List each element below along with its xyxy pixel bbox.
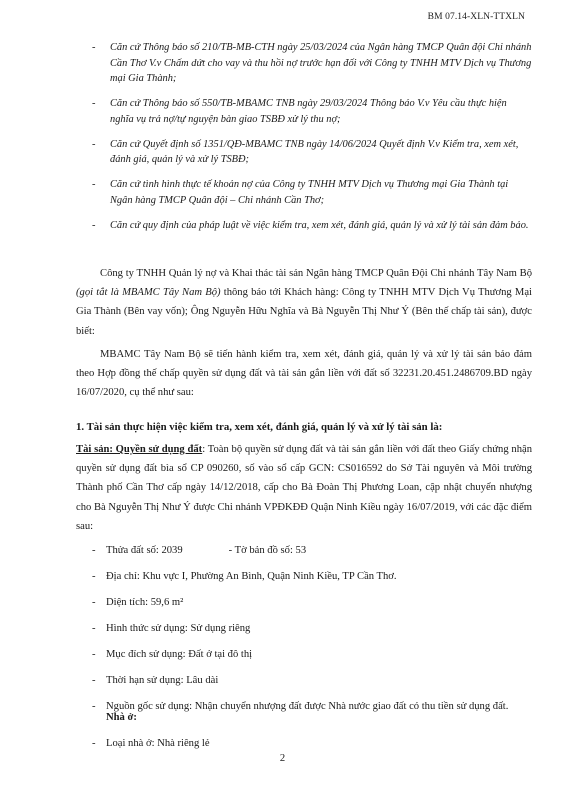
detail-origin: - Nguồn gốc sử dụng: Nhận chuyển nhượng đất được Nhà nước giao đất có thu tiền sử dụng đất.: [92, 699, 532, 714]
document-code: BM 07.14-XLN-TTXLN: [427, 12, 525, 22]
section-1-title: 1. Tài sản thực hiện việc kiểm tra, xem xét, đánh giá, quản lý và xử lý tài sản là:: [76, 421, 443, 433]
parcel-number: Thửa đất số: 2039: [106, 545, 183, 556]
basis-item: - Căn cứ quy định của pháp luật về việc kiểm tra, xem xét, đánh giá, quản lý và xử lý tài sản đảm bảo.: [92, 218, 532, 234]
intent-text: MBAMC Tây Nam Bộ sẽ tiến hành kiểm tra, xem xét, đánh giá, quản lý và xử lý tài sản bảo đảm theo Hợp đồng thế chấp quyền sử dụng đất và tài sản gắn liền với đất số 32231.20.451.2486709.BD ngày 16/07/2020, cụ thể như sau:: [76, 349, 532, 399]
detail-purpose: - Mục đích sử dụng: Đất ở tại đô thị: [92, 647, 532, 662]
house-heading: Nhà ở:: [106, 712, 137, 723]
asset-details-list: [92, 543, 532, 725]
detail-parcel-and-map: [92, 543, 532, 558]
detail-usage-form: - Hình thức sử dụng: Sử dụng riêng: [92, 621, 532, 636]
basis-item: - Căn cứ Quyết định số 1351/QĐ-MBAMC TNB ngày 14/06/2024 Quyết định V.v Kiểm tra, xem xét, đánh giá, quản lý và xử lý TSBĐ;: [92, 137, 532, 168]
notice-paragraph: [76, 264, 532, 341]
detail-area: - Diện tích: 59,6 m²: [92, 595, 532, 610]
map-sheet-number: - Tờ bản đồ số: 53: [228, 545, 307, 556]
asset-paragraph: [76, 440, 532, 536]
basis-item: - Căn cứ Thông báo số 210/TB-MB-CTH ngày 25/03/2024 của Ngân hàng TMCP Quân đội Chi nhánh Cần Thơ V.v Chấm dứt cho vay và thu hồi nợ trước hạn đối với Công ty TNHH MTV Dịch vụ Thương mại Gia Thành;: [92, 40, 532, 87]
legal-basis-list: [92, 40, 532, 243]
notice-text-part3: thông báo tới Khách hàng: Công ty TNHH MTV Dịch Vụ Thương Mại Gia Thành (Bên vay vốn); Ông Nguyễn Hữu Nghĩa và Bà Nguyễn Thị Như Ý (Bên thế chấp tài sản), được biết:: [76, 287, 532, 337]
detail-address: - Địa chỉ: Khu vực I, Phường An Bình, Quận Ninh Kiều, TP Cần Thơ.: [92, 569, 532, 584]
page-number: 2: [279, 753, 286, 764]
detail-term: - Thời hạn sử dụng: Lâu dài: [92, 673, 532, 688]
intent-paragraph: [76, 345, 532, 403]
notice-text-part1: Công ty TNHH Quản lý nợ và Khai thác tài sản Ngân hàng TMCP Quân Đội Chi nhánh Tây Nam Bộ: [100, 268, 532, 279]
detail-house-type: - Loại nhà ở: Nhà riêng lẻ: [92, 736, 532, 751]
basis-item: - Căn cứ Thông báo số 550/TB-MBAMC TNB ngày 29/03/2024 Thông báo V.v Yêu cầu thực hiện nghĩa vụ trả nợ/tự nguyện bàn giao TSBĐ xử lý thu nợ;: [92, 96, 532, 127]
asset-label: Tài sản: Quyền sử dụng đất: [76, 444, 203, 455]
basis-item: - Căn cứ tình hình thực tế khoản nợ của Công ty TNHH MTV Dịch vụ Thương mại Gia Thành tại Ngân hàng TMCP Quân đội – Chi nhánh Cần Thơ;: [92, 177, 532, 208]
asset-text: : Toàn bộ quyền sử dụng đất và tài sản gắn liền với đất theo Giấy chứng nhận quyền sử dụng đất bìa sổ CP 090260, số vào sổ cấp GCN: CS016592 do Sở Tài nguyên và Môi trường Thành phố Cần Thơ cấp ngày 14/12/2018, cấp cho Bà Đoàn Thị Phương Loan, cập nhật chuyển nhượng cho Bà Nguyễn Thị Như Ý được Chi nhánh VPĐKĐĐ Quận Ninh Kiều ngày 16/07/2019, với các đặc điểm sau:: [76, 444, 532, 532]
notice-text-italic: (gọi tắt là MBAMC Tây Nam Bộ): [76, 287, 221, 299]
